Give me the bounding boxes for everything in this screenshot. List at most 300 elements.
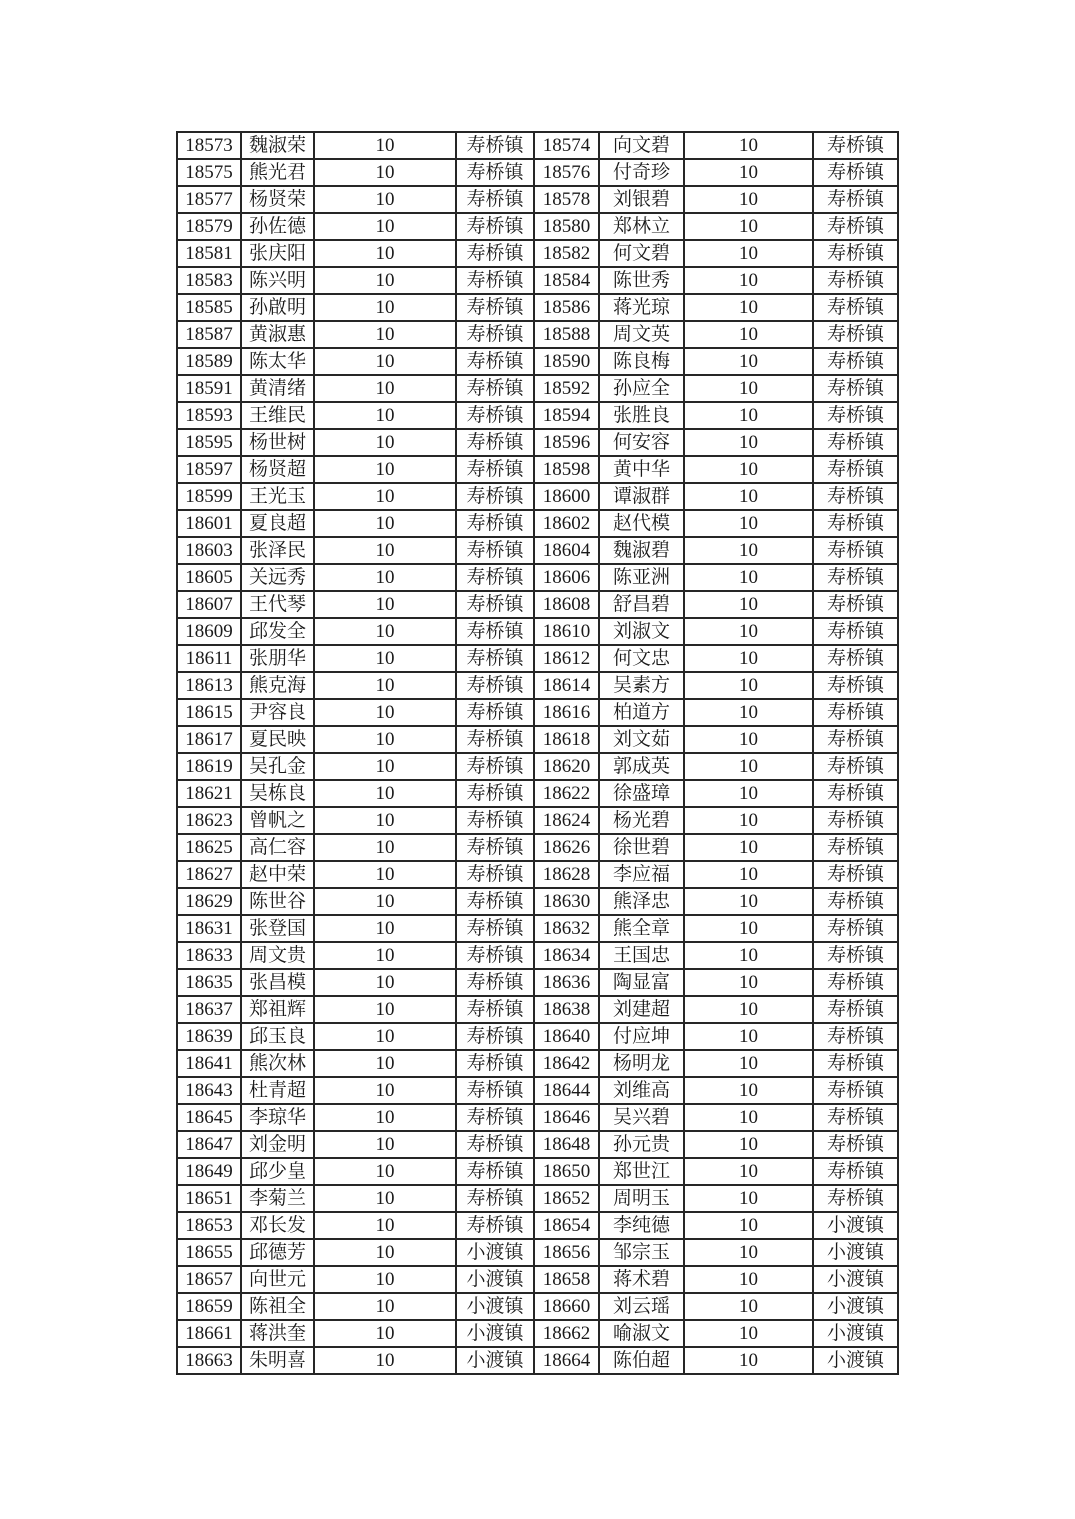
table-row [177, 942, 898, 969]
person-name-right: 刘文茹 [599, 726, 684, 753]
count-right: 10 [684, 402, 813, 429]
count-right: 10 [684, 240, 813, 267]
person-id-left: 18637 [177, 996, 241, 1023]
town-left: 寿桥镇 [456, 996, 534, 1023]
person-name-right: 陈良梅 [599, 348, 684, 375]
person-id-right: 18602 [534, 510, 599, 537]
count-right: 10 [684, 591, 813, 618]
table-row [177, 1050, 898, 1077]
person-name-left: 张泽民 [241, 537, 314, 564]
town-left: 寿桥镇 [456, 294, 534, 321]
person-id-left: 18593 [177, 402, 241, 429]
count-right: 10 [684, 294, 813, 321]
count-left: 10 [314, 618, 456, 645]
count-left: 10 [314, 1212, 456, 1239]
person-name-right: 向文碧 [599, 132, 684, 159]
town-left: 小渡镇 [456, 1293, 534, 1320]
town-left: 寿桥镇 [456, 1050, 534, 1077]
table-row [177, 213, 898, 240]
count-left: 10 [314, 645, 456, 672]
person-id-right: 18604 [534, 537, 599, 564]
person-id-right: 18626 [534, 834, 599, 861]
person-id-right: 18576 [534, 159, 599, 186]
count-left: 10 [314, 159, 456, 186]
town-right: 寿桥镇 [813, 456, 898, 483]
town-left: 寿桥镇 [456, 132, 534, 159]
count-right: 10 [684, 807, 813, 834]
town-right: 寿桥镇 [813, 321, 898, 348]
table-row [177, 1239, 898, 1266]
count-right: 10 [684, 1320, 813, 1347]
town-left: 寿桥镇 [456, 942, 534, 969]
person-id-left: 18641 [177, 1050, 241, 1077]
town-left: 寿桥镇 [456, 321, 534, 348]
person-name-left: 黄清绪 [241, 375, 314, 402]
count-right: 10 [684, 888, 813, 915]
person-name-left: 熊光君 [241, 159, 314, 186]
person-id-left: 18635 [177, 969, 241, 996]
count-right: 10 [684, 1077, 813, 1104]
person-id-left: 18631 [177, 915, 241, 942]
person-id-right: 18638 [534, 996, 599, 1023]
person-name-left: 张庆阳 [241, 240, 314, 267]
person-id-right: 18664 [534, 1347, 599, 1374]
person-name-right: 徐世碧 [599, 834, 684, 861]
count-right: 10 [684, 915, 813, 942]
town-right: 寿桥镇 [813, 429, 898, 456]
person-name-right: 李应福 [599, 861, 684, 888]
person-id-right: 18614 [534, 672, 599, 699]
person-id-right: 18646 [534, 1104, 599, 1131]
person-id-left: 18627 [177, 861, 241, 888]
person-name-right: 刘淑文 [599, 618, 684, 645]
person-id-left: 18639 [177, 1023, 241, 1050]
town-right: 寿桥镇 [813, 1131, 898, 1158]
count-left: 10 [314, 294, 456, 321]
table-row [177, 348, 898, 375]
town-right: 寿桥镇 [813, 348, 898, 375]
person-name-left: 张登国 [241, 915, 314, 942]
person-name-right: 谭淑群 [599, 483, 684, 510]
town-right: 寿桥镇 [813, 294, 898, 321]
town-right: 寿桥镇 [813, 402, 898, 429]
table-row [177, 645, 898, 672]
person-name-left: 邓长发 [241, 1212, 314, 1239]
count-right: 10 [684, 753, 813, 780]
town-left: 寿桥镇 [456, 699, 534, 726]
person-name-left: 郑祖辉 [241, 996, 314, 1023]
town-right: 小渡镇 [813, 1212, 898, 1239]
count-right: 10 [684, 645, 813, 672]
person-id-right: 18598 [534, 456, 599, 483]
person-name-left: 邱德芳 [241, 1239, 314, 1266]
person-id-right: 18580 [534, 213, 599, 240]
person-id-left: 18621 [177, 780, 241, 807]
count-left: 10 [314, 1266, 456, 1293]
person-name-right: 柏道方 [599, 699, 684, 726]
town-right: 寿桥镇 [813, 807, 898, 834]
person-name-left: 王维民 [241, 402, 314, 429]
count-right: 10 [684, 672, 813, 699]
town-right: 寿桥镇 [813, 726, 898, 753]
count-left: 10 [314, 888, 456, 915]
town-right: 寿桥镇 [813, 186, 898, 213]
count-right: 10 [684, 159, 813, 186]
count-left: 10 [314, 564, 456, 591]
count-left: 10 [314, 1320, 456, 1347]
town-right: 寿桥镇 [813, 537, 898, 564]
count-left: 10 [314, 996, 456, 1023]
town-left: 寿桥镇 [456, 672, 534, 699]
town-left: 寿桥镇 [456, 591, 534, 618]
count-right: 10 [684, 1050, 813, 1077]
person-id-left: 18619 [177, 753, 241, 780]
town-right: 寿桥镇 [813, 1077, 898, 1104]
person-name-right: 何文碧 [599, 240, 684, 267]
count-left: 10 [314, 942, 456, 969]
town-left: 寿桥镇 [456, 1077, 534, 1104]
count-left: 10 [314, 321, 456, 348]
town-right: 寿桥镇 [813, 780, 898, 807]
count-right: 10 [684, 699, 813, 726]
town-left: 小渡镇 [456, 1347, 534, 1374]
count-left: 10 [314, 726, 456, 753]
town-left: 小渡镇 [456, 1320, 534, 1347]
table-row [177, 1185, 898, 1212]
town-right: 寿桥镇 [813, 1104, 898, 1131]
table-row [177, 1158, 898, 1185]
count-left: 10 [314, 861, 456, 888]
person-id-right: 18636 [534, 969, 599, 996]
town-right: 寿桥镇 [813, 159, 898, 186]
count-left: 10 [314, 132, 456, 159]
town-left: 寿桥镇 [456, 807, 534, 834]
table-row [177, 321, 898, 348]
person-name-left: 曾帆之 [241, 807, 314, 834]
person-id-left: 18579 [177, 213, 241, 240]
table-row [177, 240, 898, 267]
person-id-right: 18588 [534, 321, 599, 348]
count-left: 10 [314, 510, 456, 537]
table-row [177, 1131, 898, 1158]
count-left: 10 [314, 1293, 456, 1320]
person-id-left: 18595 [177, 429, 241, 456]
town-right: 寿桥镇 [813, 591, 898, 618]
person-id-left: 18657 [177, 1266, 241, 1293]
person-name-left: 张朋华 [241, 645, 314, 672]
town-right: 寿桥镇 [813, 510, 898, 537]
town-left: 寿桥镇 [456, 1212, 534, 1239]
town-left: 寿桥镇 [456, 753, 534, 780]
person-name-left: 李琼华 [241, 1104, 314, 1131]
person-name-left: 魏淑荣 [241, 132, 314, 159]
count-right: 10 [684, 537, 813, 564]
person-name-right: 付奇珍 [599, 159, 684, 186]
person-name-right: 杨光碧 [599, 807, 684, 834]
person-id-right: 18606 [534, 564, 599, 591]
person-name-right: 王国忠 [599, 942, 684, 969]
table-row [177, 186, 898, 213]
town-right: 小渡镇 [813, 1239, 898, 1266]
table-row [177, 483, 898, 510]
person-name-right: 蒋光琼 [599, 294, 684, 321]
person-name-left: 杨贤超 [241, 456, 314, 483]
town-left: 寿桥镇 [456, 618, 534, 645]
person-id-left: 18603 [177, 537, 241, 564]
count-left: 10 [314, 186, 456, 213]
person-id-left: 18613 [177, 672, 241, 699]
person-name-left: 邱少皇 [241, 1158, 314, 1185]
person-id-left: 18647 [177, 1131, 241, 1158]
person-name-left: 孙佐德 [241, 213, 314, 240]
count-right: 10 [684, 564, 813, 591]
town-left: 寿桥镇 [456, 888, 534, 915]
count-left: 10 [314, 267, 456, 294]
person-id-right: 18656 [534, 1239, 599, 1266]
count-left: 10 [314, 348, 456, 375]
person-name-left: 刘金明 [241, 1131, 314, 1158]
table-row [177, 132, 898, 159]
person-id-right: 18610 [534, 618, 599, 645]
person-id-right: 18650 [534, 1158, 599, 1185]
town-left: 寿桥镇 [456, 267, 534, 294]
person-id-right: 18578 [534, 186, 599, 213]
table-row [177, 996, 898, 1023]
person-name-left: 黄淑惠 [241, 321, 314, 348]
person-id-right: 18652 [534, 1185, 599, 1212]
person-id-right: 18654 [534, 1212, 599, 1239]
table-row [177, 1347, 898, 1374]
person-id-left: 18625 [177, 834, 241, 861]
count-left: 10 [314, 240, 456, 267]
count-right: 10 [684, 1293, 813, 1320]
person-name-right: 何文忠 [599, 645, 684, 672]
person-name-left: 向世元 [241, 1266, 314, 1293]
person-id-right: 18644 [534, 1077, 599, 1104]
person-id-left: 18585 [177, 294, 241, 321]
person-name-left: 张昌模 [241, 969, 314, 996]
person-name-left: 邱发全 [241, 618, 314, 645]
table-row [177, 375, 898, 402]
person-name-left: 王代琴 [241, 591, 314, 618]
town-right: 寿桥镇 [813, 240, 898, 267]
count-left: 10 [314, 780, 456, 807]
count-right: 10 [684, 132, 813, 159]
count-right: 10 [684, 1266, 813, 1293]
person-name-right: 周文英 [599, 321, 684, 348]
town-right: 寿桥镇 [813, 375, 898, 402]
count-left: 10 [314, 456, 456, 483]
town-left: 寿桥镇 [456, 969, 534, 996]
person-id-left: 18577 [177, 186, 241, 213]
person-name-left: 杜青超 [241, 1077, 314, 1104]
count-right: 10 [684, 942, 813, 969]
person-id-right: 18628 [534, 861, 599, 888]
town-left: 寿桥镇 [456, 537, 534, 564]
person-name-left: 杨贤荣 [241, 186, 314, 213]
town-right: 小渡镇 [813, 1320, 898, 1347]
person-id-left: 18629 [177, 888, 241, 915]
roster-table-body [177, 132, 898, 1374]
person-id-right: 18624 [534, 807, 599, 834]
person-id-left: 18583 [177, 267, 241, 294]
person-name-right: 陈伯超 [599, 1347, 684, 1374]
person-id-left: 18587 [177, 321, 241, 348]
table-row [177, 1104, 898, 1131]
person-id-left: 18643 [177, 1077, 241, 1104]
person-id-left: 18659 [177, 1293, 241, 1320]
person-id-left: 18601 [177, 510, 241, 537]
table-row [177, 1212, 898, 1239]
town-left: 寿桥镇 [456, 1185, 534, 1212]
count-right: 10 [684, 969, 813, 996]
table-row [177, 510, 898, 537]
town-right: 寿桥镇 [813, 645, 898, 672]
count-left: 10 [314, 1104, 456, 1131]
person-name-left: 夏民映 [241, 726, 314, 753]
count-left: 10 [314, 1077, 456, 1104]
person-id-left: 18649 [177, 1158, 241, 1185]
count-right: 10 [684, 618, 813, 645]
person-id-left: 18597 [177, 456, 241, 483]
town-left: 寿桥镇 [456, 645, 534, 672]
town-right: 寿桥镇 [813, 942, 898, 969]
person-id-left: 18611 [177, 645, 241, 672]
person-id-left: 18623 [177, 807, 241, 834]
person-id-left: 18573 [177, 132, 241, 159]
town-left: 寿桥镇 [456, 348, 534, 375]
person-name-right: 杨明龙 [599, 1050, 684, 1077]
person-id-left: 18653 [177, 1212, 241, 1239]
person-name-right: 徐盛璋 [599, 780, 684, 807]
person-id-right: 18620 [534, 753, 599, 780]
table-row [177, 969, 898, 996]
table-row [177, 1023, 898, 1050]
person-id-left: 18655 [177, 1239, 241, 1266]
town-right: 寿桥镇 [813, 996, 898, 1023]
town-left: 寿桥镇 [456, 483, 534, 510]
table-row [177, 726, 898, 753]
table-row [177, 753, 898, 780]
count-right: 10 [684, 1347, 813, 1374]
table-row [177, 807, 898, 834]
count-right: 10 [684, 834, 813, 861]
town-left: 寿桥镇 [456, 915, 534, 942]
person-id-right: 18662 [534, 1320, 599, 1347]
person-name-right: 喻淑文 [599, 1320, 684, 1347]
person-name-right: 张胜良 [599, 402, 684, 429]
person-name-left: 陈祖全 [241, 1293, 314, 1320]
count-right: 10 [684, 267, 813, 294]
person-name-left: 吴栋良 [241, 780, 314, 807]
person-name-right: 刘建超 [599, 996, 684, 1023]
table-row [177, 456, 898, 483]
count-left: 10 [314, 1185, 456, 1212]
count-right: 10 [684, 780, 813, 807]
count-left: 10 [314, 969, 456, 996]
person-name-right: 陶显富 [599, 969, 684, 996]
person-name-left: 孙啟明 [241, 294, 314, 321]
table-row [177, 159, 898, 186]
person-id-right: 18574 [534, 132, 599, 159]
count-left: 10 [314, 699, 456, 726]
roster-table [176, 131, 899, 1375]
town-left: 寿桥镇 [456, 564, 534, 591]
person-name-left: 高仁容 [241, 834, 314, 861]
table-row [177, 267, 898, 294]
table-row [177, 861, 898, 888]
person-id-right: 18660 [534, 1293, 599, 1320]
town-left: 寿桥镇 [456, 834, 534, 861]
person-id-left: 18607 [177, 591, 241, 618]
person-id-left: 18661 [177, 1320, 241, 1347]
town-right: 寿桥镇 [813, 753, 898, 780]
town-right: 寿桥镇 [813, 1185, 898, 1212]
table-row [177, 780, 898, 807]
person-id-left: 18589 [177, 348, 241, 375]
count-left: 10 [314, 1239, 456, 1266]
count-right: 10 [684, 213, 813, 240]
person-name-left: 关远秀 [241, 564, 314, 591]
town-left: 小渡镇 [456, 1239, 534, 1266]
town-left: 寿桥镇 [456, 456, 534, 483]
person-id-left: 18633 [177, 942, 241, 969]
town-right: 寿桥镇 [813, 267, 898, 294]
town-right: 寿桥镇 [813, 132, 898, 159]
town-left: 寿桥镇 [456, 1158, 534, 1185]
count-left: 10 [314, 375, 456, 402]
person-name-left: 李菊兰 [241, 1185, 314, 1212]
person-id-right: 18600 [534, 483, 599, 510]
town-left: 寿桥镇 [456, 429, 534, 456]
person-id-left: 18645 [177, 1104, 241, 1131]
person-id-right: 18640 [534, 1023, 599, 1050]
person-name-right: 何安容 [599, 429, 684, 456]
person-name-right: 孙应全 [599, 375, 684, 402]
person-name-left: 杨世树 [241, 429, 314, 456]
person-name-right: 郑世江 [599, 1158, 684, 1185]
town-left: 寿桥镇 [456, 1104, 534, 1131]
person-name-left: 蒋洪奎 [241, 1320, 314, 1347]
town-left: 小渡镇 [456, 1266, 534, 1293]
person-id-right: 18590 [534, 348, 599, 375]
person-id-right: 18632 [534, 915, 599, 942]
town-left: 寿桥镇 [456, 861, 534, 888]
town-left: 寿桥镇 [456, 402, 534, 429]
count-right: 10 [684, 726, 813, 753]
person-id-right: 18596 [534, 429, 599, 456]
person-id-right: 18658 [534, 1266, 599, 1293]
person-name-right: 黄中华 [599, 456, 684, 483]
table-row [177, 699, 898, 726]
count-left: 10 [314, 1347, 456, 1374]
person-name-left: 陈世谷 [241, 888, 314, 915]
person-id-right: 18634 [534, 942, 599, 969]
town-right: 小渡镇 [813, 1347, 898, 1374]
person-id-left: 18575 [177, 159, 241, 186]
person-name-right: 舒昌碧 [599, 591, 684, 618]
person-id-left: 18663 [177, 1347, 241, 1374]
person-id-right: 18592 [534, 375, 599, 402]
table-row [177, 834, 898, 861]
person-id-left: 18605 [177, 564, 241, 591]
count-left: 10 [314, 1023, 456, 1050]
town-right: 寿桥镇 [813, 672, 898, 699]
person-name-right: 刘云瑶 [599, 1293, 684, 1320]
count-left: 10 [314, 213, 456, 240]
person-name-left: 熊次林 [241, 1050, 314, 1077]
town-left: 寿桥镇 [456, 186, 534, 213]
